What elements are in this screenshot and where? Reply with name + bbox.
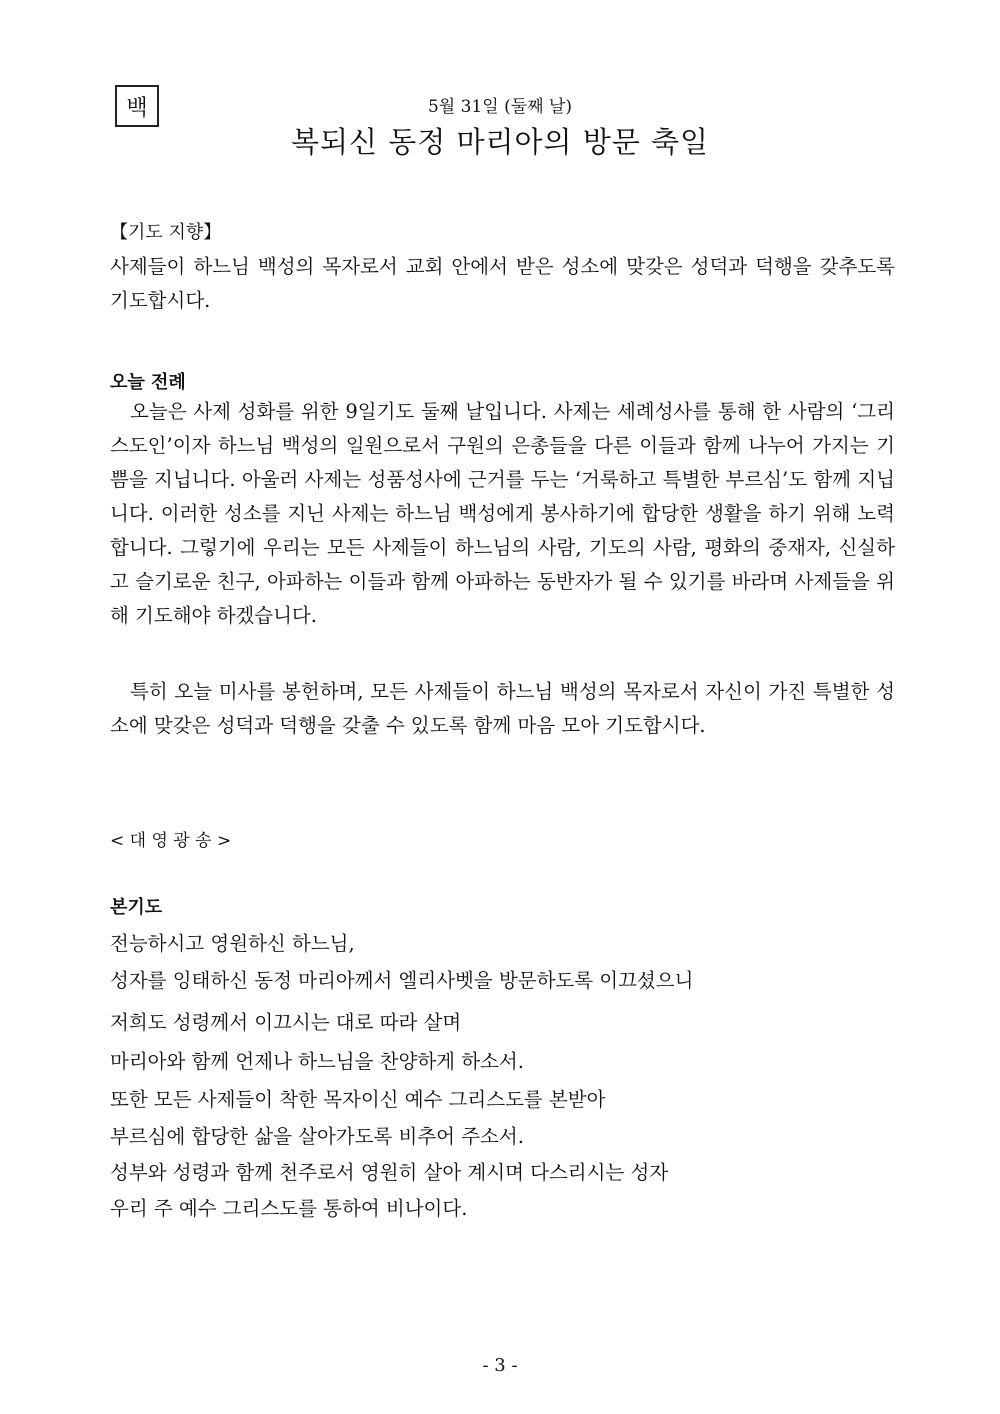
collect-line: 성자를 잉태하신 동정 마리아께서 엘리사벳을 방문하도록 이끄셨으니 bbox=[110, 969, 694, 992]
collect-line: 우리 주 예수 그리스도를 통하여 비나이다. bbox=[110, 1197, 468, 1220]
liturgy-heading: 오늘 전례 bbox=[110, 372, 186, 393]
collect-line: 저희도 성령께서 이끄시는 대로 따라 살며 bbox=[110, 1011, 462, 1034]
collect-line: 또한 모든 사제들이 착한 목자이신 예수 그리스도를 본받아 bbox=[110, 1088, 606, 1111]
collect-line: 성부와 성령과 함께 천주로서 영원히 살아 계시며 다스리시는 성자 bbox=[110, 1161, 669, 1184]
intention-label: 【기도 지향】 bbox=[110, 222, 222, 243]
liturgical-color-badge: 백 bbox=[115, 85, 159, 127]
intention-text: 사제들이 하느님 백성의 목자로서 교회 안에서 받은 성소에 맞갖은 성덕과 덕행을 갖추도록 기도합시다. bbox=[110, 255, 895, 312]
collect-line: 부르심에 합당한 삶을 살아가도록 비추어 주소서. bbox=[110, 1125, 524, 1148]
liturgy-paragraph-2: 특히 오늘 미사를 봉헌하며, 모든 사제들이 하느님 백성의 목자로서 자신이 가진 특별한 성소에 맞갖은 성덕과 덕행을 갖출 수 있도록 함께 마음 모아 기도합시다. bbox=[110, 680, 895, 737]
collect-heading: 본기도 bbox=[110, 897, 163, 918]
page-number: - 3 - bbox=[482, 1355, 518, 1376]
page-title: 복되신 동정 마리아의 방문 축일 bbox=[290, 125, 710, 159]
collect-line: 마리아와 함께 언제나 하느님을 찬양하게 하소서. bbox=[110, 1050, 524, 1073]
liturgy-paragraph-1: 오늘은 사제 성화를 위한 9일기도 둘째 날입니다. 사제는 세례성사를 통해 한 사람의 ‘그리스도인’이자 하느님 백성의 일원으로서 구원의 은총들을 다른 이들과 함께 나누어 가지는 기쁨을 지닙니다. 아울러 사제는 성품성사에 근거를 두는 ‘거룩하고 특별한 부르심’도 함께 지닙니다. 이러한 성소를 지닌 사제는 하느님 백성에게 봉사하기에 합당한 생활을 하기 위해 노력합니다. 그렇기에 우리는 모든 사제들이 하느님의 사람, 기도의 사람, 평화의 중재자, 신실하고 슬기로운 친구, 아파하는 이들과 함께 아파하는 동반자가 될 수 있기를 바라며 사제들을 위해 기도해야 하겠습니다. bbox=[110, 400, 895, 627]
date-line: 5월 31일 (둘째 날) bbox=[427, 97, 573, 117]
hymn-label: < 대 영 광 송 > bbox=[110, 831, 232, 851]
collect-line: 전능하시고 영원하신 하느님, bbox=[110, 932, 355, 955]
